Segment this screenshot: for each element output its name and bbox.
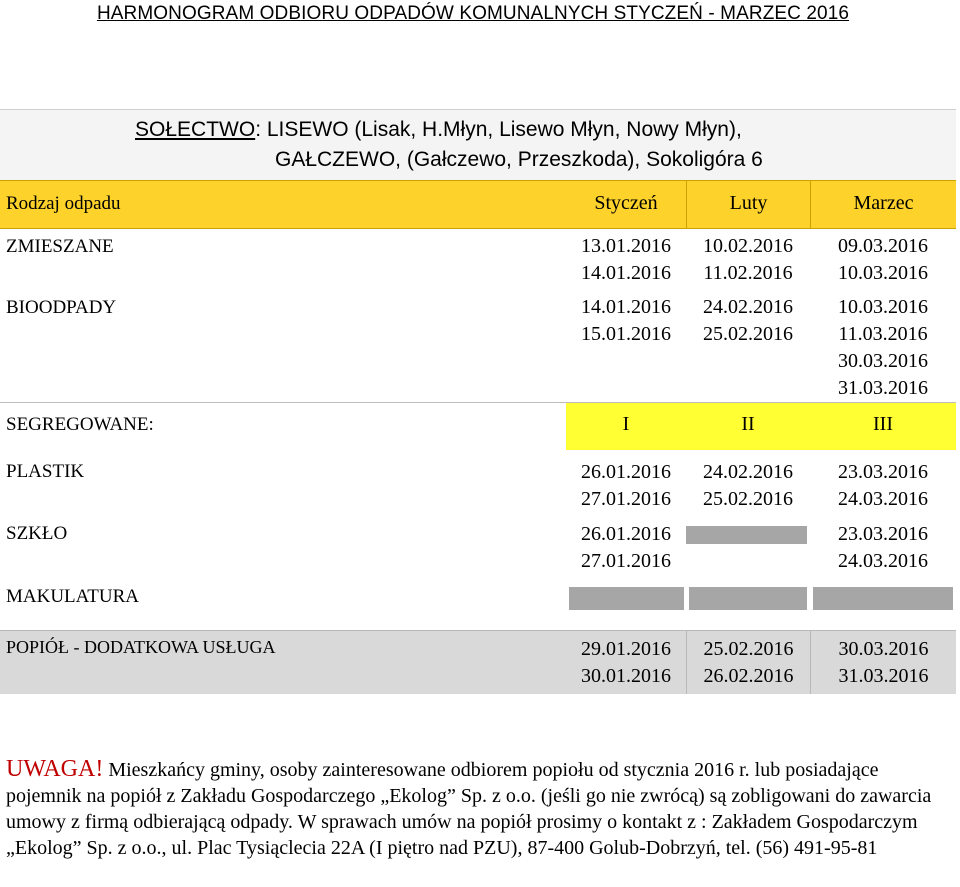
plastik-feb: 24.02.2016 25.02.2016 xyxy=(703,461,793,510)
plastik-mar: 23.03.2016 24.03.2016 xyxy=(838,461,928,510)
label-popiol: POPIÓŁ - DODATKOWA USŁUGA xyxy=(6,637,276,657)
segregowane-col-2: II xyxy=(741,413,755,435)
bioodpady-mar: 10.03.2016 11.03.2016 30.03.2016 31.03.2016 xyxy=(838,296,928,399)
szklo-feb-empty xyxy=(686,526,807,544)
makulatura-mar-empty xyxy=(813,587,953,610)
popiol-feb: 25.02.2016 26.02.2016 xyxy=(686,631,810,694)
zmieszane-jan: 13.01.2016 14.01.2016 xyxy=(581,235,671,284)
makulatura-jan-empty xyxy=(569,587,684,610)
header-rodzaj: Rodzaj odpadu xyxy=(6,193,121,214)
row-zmieszane xyxy=(0,233,956,291)
row-popiol xyxy=(0,630,956,694)
row-plastik xyxy=(0,459,956,519)
label-plastik: PLASTIK xyxy=(6,461,85,482)
header-month-feb: Luty xyxy=(686,181,810,228)
notice-warning: UWAGA! xyxy=(6,756,104,782)
label-segregowane: SEGREGOWANE: xyxy=(6,414,154,435)
zmieszane-feb: 10.02.2016 11.02.2016 xyxy=(703,235,793,284)
solectwo-header xyxy=(0,109,956,181)
segregowane-col-3: III xyxy=(873,413,893,435)
makulatura-feb-empty xyxy=(689,587,807,610)
popiol-jan: 29.01.2016 30.01.2016 xyxy=(581,638,671,687)
header-month-jan: Styczeń xyxy=(594,192,658,214)
solectwo-line-1 xyxy=(135,118,742,142)
popiol-mar: 30.03.2016 31.03.2016 xyxy=(810,631,956,694)
solectwo-line-2: GAŁCZEWO, (Gałczewo, Przeszkoda), Sokoligóra 6 xyxy=(275,148,763,171)
row-szklo xyxy=(0,521,956,583)
label-zmieszane: ZMIESZANE xyxy=(6,236,114,257)
label-bioodpady: BIOODPADY xyxy=(6,297,117,318)
row-bioodpady xyxy=(0,294,956,406)
plastik-jan: 26.01.2016 27.01.2016 xyxy=(581,461,671,510)
row-makulatura xyxy=(0,583,956,619)
szklo-mar: 23.03.2016 24.03.2016 xyxy=(838,523,928,572)
notice-text: Mieszkańcy gminy, osoby zainteresowane odbiorem popiołu od stycznia 2016 r. lub posiadające pojemnik na popiół z Zakładu Gospodarczego „Ekolog” Sp. z o.o. (jeśli go nie zwrócą) są zobligowani do zawarcia umowy z firmą odbierającą odpady. W sprawach umów na popiół prosimy o kontakt z : Zakładem Gospodarczym „Ekolog” Sp. z o.o., ul. Plac Tysiąclecia 22A (I piętro nad PZU), 87-400 Golub-Dobrzyń, tel. (56) 491-95-81 xyxy=(6,759,932,859)
row-segregowane xyxy=(0,402,956,450)
notice xyxy=(6,756,952,861)
label-szklo: SZKŁO xyxy=(6,523,68,544)
header-month-mar: Marzec xyxy=(810,181,956,228)
szklo-jan: 26.01.2016 27.01.2016 xyxy=(581,523,671,572)
page-title: HARMONOGRAM ODBIORU ODPADÓW KOMUNALNYCH STYCZEŃ - MARZEC 2016 xyxy=(96,3,850,24)
segregowane-col-1: I xyxy=(622,413,630,435)
zmieszane-mar: 09.03.2016 10.03.2016 xyxy=(838,235,928,284)
header-row xyxy=(0,180,956,229)
solectwo-prefix: SOŁECTWO xyxy=(135,118,256,141)
bioodpady-jan: 14.01.2016 15.01.2016 xyxy=(581,296,671,345)
bioodpady-feb: 24.02.2016 25.02.2016 xyxy=(703,296,793,345)
solectwo-line-1-rest: : LISEWO (Lisak, H.Młyn, Lisewo Młyn, Nowy Młyn), xyxy=(255,118,742,141)
label-makulatura: MAKULATURA xyxy=(6,586,139,607)
